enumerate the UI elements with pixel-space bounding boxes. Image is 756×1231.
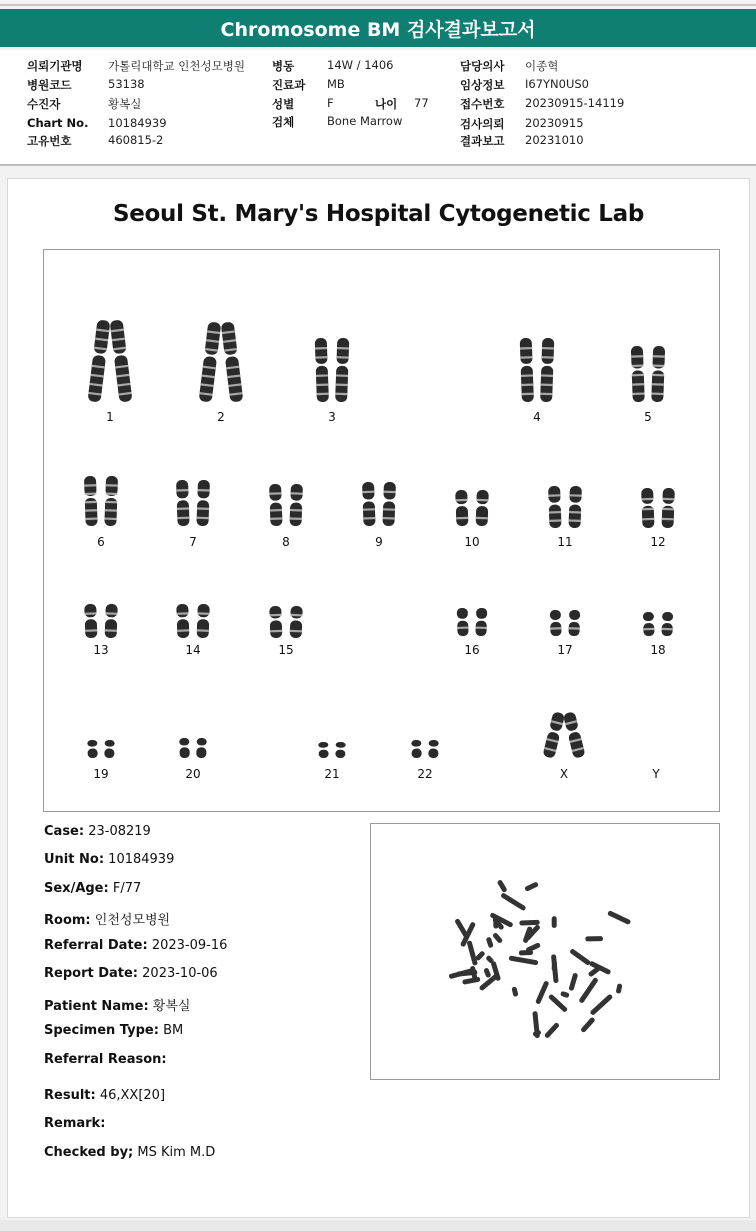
metaphase-chromosome bbox=[454, 918, 470, 939]
metaphase-chromosome bbox=[569, 948, 591, 966]
info-value: F bbox=[327, 96, 334, 110]
info-value-age: 77 bbox=[414, 96, 429, 110]
info-value: 가톨릭대학교 인천성모병원 bbox=[108, 59, 245, 73]
info-label: 결과보고 bbox=[460, 134, 505, 148]
chromosome-pair-7 bbox=[176, 480, 210, 526]
chromosome-pair-19 bbox=[87, 740, 115, 758]
info-label: 임상정보 bbox=[460, 78, 505, 92]
field-case: Case: 23-08219 bbox=[44, 824, 151, 839]
metaphase-chromosome bbox=[589, 993, 613, 1015]
info-label: 고유번호 bbox=[27, 134, 72, 148]
info-value: 10184939 bbox=[108, 116, 167, 130]
patient-info-panel bbox=[0, 50, 756, 164]
chromosome-label-X: X bbox=[559, 767, 569, 781]
info-label: 병원코드 bbox=[27, 78, 72, 92]
metaphase-chromosome bbox=[552, 961, 558, 971]
metaphase-chromosome bbox=[585, 936, 603, 941]
metaphase-chromosome bbox=[580, 1017, 596, 1034]
chromosome-label-16: 16 bbox=[464, 643, 480, 657]
chromosome-label-10: 10 bbox=[464, 535, 480, 549]
metaphase-chromosome bbox=[493, 918, 498, 928]
chromosome-label-Y: Y bbox=[652, 767, 660, 781]
chromosome-label-6: 6 bbox=[97, 535, 105, 549]
report-sheet bbox=[7, 178, 750, 1218]
field-room: Room: 인천성모병원 bbox=[44, 913, 171, 928]
info-value: 20230915-14119 bbox=[525, 96, 625, 110]
chromosome-label-3: 3 bbox=[328, 410, 336, 424]
chromosome-pair-18 bbox=[643, 612, 674, 636]
chromosome-label-7: 7 bbox=[189, 535, 197, 549]
chromosome-label-20: 20 bbox=[185, 767, 201, 781]
chromosome-pair-21 bbox=[318, 742, 346, 758]
metaphase-chromosome bbox=[500, 892, 526, 911]
chromosome-label-15: 15 bbox=[278, 643, 294, 657]
info-label: 담당의사 bbox=[460, 59, 505, 73]
chromosome-pair-17 bbox=[550, 610, 581, 636]
info-divider bbox=[0, 164, 756, 166]
metaphase-chromosome bbox=[486, 937, 494, 949]
metaphase-chromosome bbox=[483, 967, 491, 978]
metaphase-chromosome bbox=[497, 879, 508, 893]
chromosome-pair-5 bbox=[631, 346, 665, 402]
chromosome-label-4: 4 bbox=[533, 410, 541, 424]
field-sex-age: Sex/Age: F/77 bbox=[44, 881, 142, 896]
chromosome-label-22: 22 bbox=[417, 767, 433, 781]
chromosome-label-17: 17 bbox=[557, 643, 573, 657]
report-title: Chromosome BM 검사결과보고서 bbox=[220, 18, 536, 41]
info-label: 접수번호 bbox=[460, 97, 505, 111]
chromosome-pair-20 bbox=[179, 738, 207, 758]
field-referral-date: Referral Date: 2023-09-16 bbox=[44, 938, 228, 953]
info-value: Bone Marrow bbox=[327, 114, 403, 128]
info-label: 성별 bbox=[272, 97, 295, 111]
metaphase-image-panel bbox=[370, 823, 720, 1080]
metaphase-chromosome bbox=[511, 986, 518, 997]
chromosome-label-21: 21 bbox=[324, 767, 340, 781]
metaphase-chromosome bbox=[616, 983, 623, 994]
chromosome-label-2: 2 bbox=[217, 410, 225, 424]
chromosome-pair-22 bbox=[411, 740, 439, 758]
metaphase-chromosome bbox=[544, 1022, 560, 1039]
metaphase-spread-image bbox=[371, 824, 719, 1079]
metaphase-chromosome bbox=[568, 973, 578, 992]
chromosome-pair-9 bbox=[362, 482, 396, 526]
chromosome-pair-1 bbox=[88, 320, 133, 403]
chromosome-pair-6 bbox=[84, 476, 118, 526]
chromosome-pair-16 bbox=[457, 608, 488, 636]
chromosome-label-8: 8 bbox=[282, 535, 290, 549]
info-value: 14W / 1406 bbox=[327, 58, 394, 72]
chromosome-pair-4 bbox=[520, 338, 555, 402]
report-title-bar bbox=[0, 9, 756, 47]
field-checked-by: Checked by; MS Kim M.D bbox=[44, 1145, 216, 1160]
info-label: 의뢰기관명 bbox=[27, 59, 83, 73]
field-referral-reason: Referral Reason: bbox=[44, 1052, 167, 1067]
metaphase-chromosome bbox=[509, 955, 539, 965]
metaphase-chromosome bbox=[535, 980, 549, 1004]
chromosome-label-14: 14 bbox=[185, 643, 201, 657]
info-label-age: 나이 bbox=[375, 97, 398, 111]
info-value: I67YN0US0 bbox=[525, 77, 590, 91]
metaphase-chromosome bbox=[524, 881, 539, 891]
chromosome-pair-X bbox=[542, 711, 585, 759]
info-label: 병동 bbox=[272, 59, 295, 73]
chromosome-pair-8 bbox=[269, 484, 303, 526]
field-report-date: Report Date: 2023-10-06 bbox=[44, 966, 218, 981]
field-remark: Remark: bbox=[44, 1116, 106, 1131]
field-specimen-type: Specimen Type: BM bbox=[44, 1023, 184, 1038]
chromosome-pair-10 bbox=[455, 490, 489, 526]
metaphase-chromosome bbox=[492, 932, 503, 944]
field-unit-no: Unit No: 10184939 bbox=[44, 852, 175, 867]
info-value: 53138 bbox=[108, 77, 145, 91]
chromosome-pair-11 bbox=[548, 486, 582, 528]
chromosome-label-18: 18 bbox=[650, 643, 666, 657]
info-label: 검사의뢰 bbox=[460, 117, 505, 131]
chromosome-label-13: 13 bbox=[93, 643, 109, 657]
metaphase-chromosome bbox=[607, 910, 631, 925]
chromosome-pair-3 bbox=[315, 338, 350, 402]
field-patient-name: Patient Name: 황복실 bbox=[44, 999, 191, 1014]
chromosome-label-11: 11 bbox=[557, 535, 573, 549]
metaphase-chromosome bbox=[552, 916, 557, 928]
chromosome-label-12: 12 bbox=[650, 535, 666, 549]
info-value: 20230915 bbox=[525, 116, 584, 130]
chromosome-pair-12 bbox=[641, 488, 675, 528]
chromosome-pair-2 bbox=[199, 322, 244, 403]
metaphase-chromosome bbox=[462, 977, 481, 985]
metaphase-chromosome bbox=[578, 977, 598, 1004]
metaphase-chromosome bbox=[519, 920, 540, 926]
chromosome-pair-13 bbox=[84, 604, 118, 638]
info-label: 검체 bbox=[272, 115, 295, 129]
metaphase-chromosome bbox=[560, 991, 570, 998]
chromosome-label-19: 19 bbox=[93, 767, 109, 781]
karyotype-panel bbox=[43, 249, 720, 812]
top-rule bbox=[0, 4, 756, 6]
info-label: 진료과 bbox=[272, 78, 306, 92]
metaphase-chromosome bbox=[466, 940, 478, 966]
karyogram bbox=[44, 250, 719, 811]
metaphase-chromosome bbox=[519, 950, 533, 956]
chromosome-label-5: 5 bbox=[644, 410, 652, 424]
info-value: 황복실 bbox=[108, 97, 142, 111]
info-value: 460815-2 bbox=[108, 133, 164, 147]
info-label: Chart No. bbox=[27, 116, 89, 130]
lab-title: Seoul St. Mary's Hospital Cytogenetic Lab bbox=[112, 201, 645, 227]
chromosome-pair-15 bbox=[269, 606, 303, 638]
chromosome-label-1: 1 bbox=[106, 410, 114, 424]
chromosome-pair-14 bbox=[176, 604, 210, 638]
info-label: 수진자 bbox=[27, 97, 61, 111]
bottom-band bbox=[0, 1220, 756, 1231]
chromosome-label-9: 9 bbox=[375, 535, 383, 549]
field-result: Result: 46,XX[20] bbox=[44, 1088, 166, 1103]
info-value: 20231010 bbox=[525, 133, 584, 147]
info-value: 이종혁 bbox=[525, 59, 559, 73]
info-value: MB bbox=[327, 77, 345, 91]
